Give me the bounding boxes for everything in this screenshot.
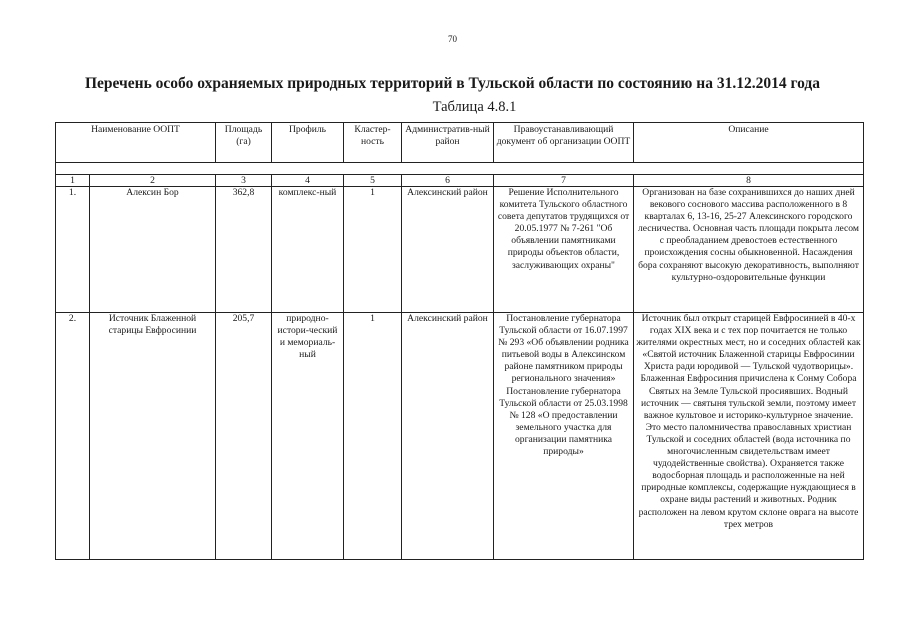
column-numbers-row — [56, 175, 864, 187]
table-row — [56, 313, 864, 560]
area-district: Алексинский район — [402, 313, 494, 560]
column-number: 2 — [90, 175, 216, 187]
area-profile: природно-истори-ческий и мемориаль-ный — [272, 313, 344, 560]
column-number: 5 — [344, 175, 402, 187]
column-number: 1 — [56, 175, 90, 187]
column-number: 8 — [634, 175, 864, 187]
table-spacer-row — [56, 163, 864, 175]
row-number: 1. — [56, 187, 90, 313]
area-cluster: 1 — [344, 313, 402, 560]
column-number: 4 — [272, 175, 344, 187]
header-area: Площадь (га) — [216, 123, 272, 163]
column-number: 6 — [402, 175, 494, 187]
header-document: Правоустанавливающий документ об организации ООПТ — [494, 123, 634, 163]
document-title: Перечень особо охраняемых природных территорий в Тульской области по состоянию на 31.12.2014 года — [85, 75, 820, 92]
area-document: Решение Исполнительного комитета Тульского областного совета депутатов трудящихся от 20.05.1977 № 7-261 "Об объявлении памятниками природы объектов области, заслуживающих охраны" — [494, 187, 634, 313]
area-description: Организован на базе сохранившихся до наших дней векового соснового массива расположенного в 8 кварталах 6, 13-16, 25-27 Алексинского городского лесничества. Основная часть площади покрыта лесом с преобладанием древостоев естественного происхождения сосны обыкновенной. Насаждения бора сохраняют высокую декоративность, выполняют культурно-оздоровительные функции — [634, 187, 864, 313]
area-district: Алексинский район — [402, 187, 494, 313]
header-profile: Профиль — [272, 123, 344, 163]
table-header-row — [56, 123, 864, 163]
area-size: 362,8 — [216, 187, 272, 313]
page-number: 70 — [448, 34, 457, 44]
area-name: Алексин Бор — [90, 187, 216, 313]
area-name: Источник Блаженной старицы Евфросинии — [90, 313, 216, 560]
table-row — [56, 187, 864, 313]
header-cluster: Кластер-ность — [344, 123, 402, 163]
table-label: Таблица 4.8.1 — [432, 99, 517, 115]
row-number: 2. — [56, 313, 90, 560]
column-number: 7 — [494, 175, 634, 187]
area-document: Постановление губернатора Тульской области от 16.07.1997 № 293 «Об объявлении родника питьевой воды в Алексинском районе памятником природы регионального значения» Постановление губернатора Тульской области от 25.03.1998 № 128 «О предоставлении земельного участка для организации памятника природы» — [494, 313, 634, 560]
protected-areas-table — [55, 122, 864, 560]
column-number: 3 — [216, 175, 272, 187]
header-name: Наименование ООПТ — [56, 123, 216, 163]
area-size: 205,7 — [216, 313, 272, 560]
area-profile: комплекс-ный — [272, 187, 344, 313]
area-description: Источник был открыт старицей Евфросинией в 40-х годах XIX века и с тех пор почитается не только жителями окрестных мест, но и соседних областей как «Святой источник Блаженной старицы Евфросинии Христа ради юродивой — Тульской чудотворицы». Блаженная Евфросиния причислена к Сонму Собора Святых на Земле Тульской просиявших. Водный источник — святыня тульской земли, поэтому имеет важное культовое и историко-культурное значение. Это место паломничества православных христиан Тульской и соседних областей (вода источника по многочисленным свидетельствам имеет чудодейственные свойства). Охраняется также водосборная площадь и расположенные на ней природные комплексы, содержащие нуждающиеся в охране виды растений и животных. Родник расположен на левом крутом склоне оврага на высоте трех метров — [634, 313, 864, 560]
area-cluster: 1 — [344, 187, 402, 313]
header-district: Административ-ный район — [402, 123, 494, 163]
header-description: Описание — [634, 123, 864, 163]
